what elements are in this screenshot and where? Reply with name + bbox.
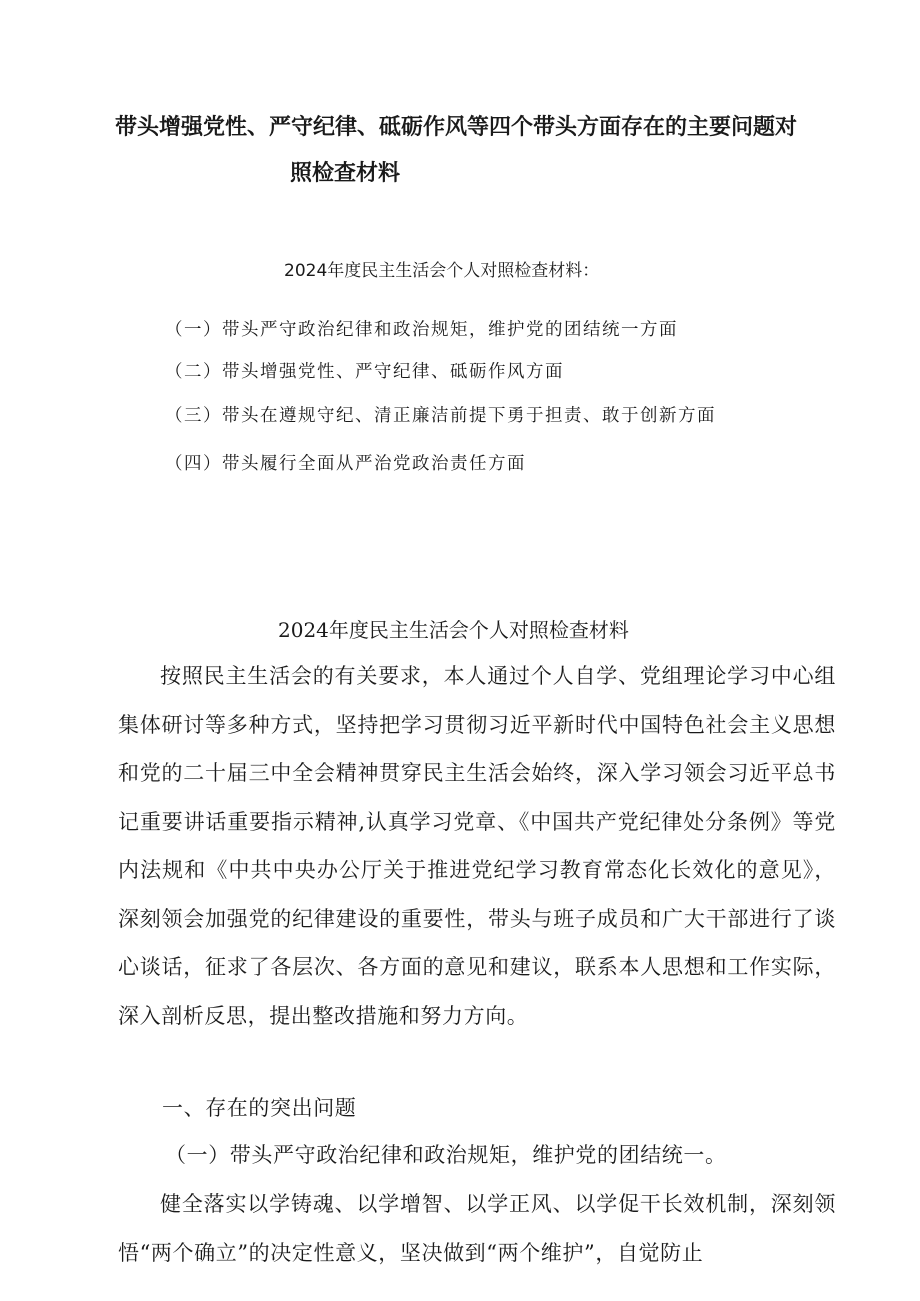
sub-heading: （一）带头严守政治纪律和政治规矩，维护党的团结统一。 — [165, 1143, 727, 1167]
part-heading: 一、存在的突出问题 — [162, 1096, 357, 1120]
toc-item: （三）带头在遵规守纪、清正廉洁前提下勇于担责、敢于创新方面 — [165, 406, 716, 426]
intro-block — [118, 652, 836, 1040]
toc-heading: 2024年度民主生活会个人对照检查材料： — [284, 261, 600, 281]
last-block — [118, 1180, 836, 1277]
toc-item: （一）带头严守政治纪律和政治规矩，维护党的团结统一方面 — [165, 320, 678, 340]
body-paragraph: 健全落实以学铸魂、以学增智、以学正风、以学促干长效机制，深刻领悟“两个确立”的决定性意义，坚决做到“两个维护”，自觉防止 — [118, 1192, 836, 1265]
toc-item: （四）带头履行全面从严治党政治责任方面 — [165, 454, 526, 474]
section-title: 2024年度民主生活会个人对照检查材料 — [278, 618, 629, 642]
document-title-line-1: 带头增强党性、严守纪律、砥砺作风等四个带头方面存在的主要问题对 — [115, 115, 798, 140]
document-title-line-2: 照检查材料 — [290, 161, 401, 186]
toc-item: （二）带头增强党性、严守纪律、砥砺作风方面 — [165, 362, 564, 382]
intro-paragraph: 按照民主生活会的有关要求，本人通过个人自学、党组理论学习中心组集体研讨等多种方式，坚持把学习贯彻习近平新时代中国特色社会主义思想和党的二十届三中全会精神贯穿民主生活会始终，深入学习领会习近平总书记重要讲话重要指示精神,认真学习党章、《中国共产党纪律处分条例》等党内法规和《中共中央办公厅关于推进党纪学习教育常态化长效化的意见》，深刻领会加强党的纪律建设的重要性，带头与班子成员和广大干部进行了谈心谈话，征求了各层次、各方面的意见和建议，联系本人思想和工作实际，深入剖析反思，提出整改措施和努力方向。 — [118, 664, 836, 1028]
